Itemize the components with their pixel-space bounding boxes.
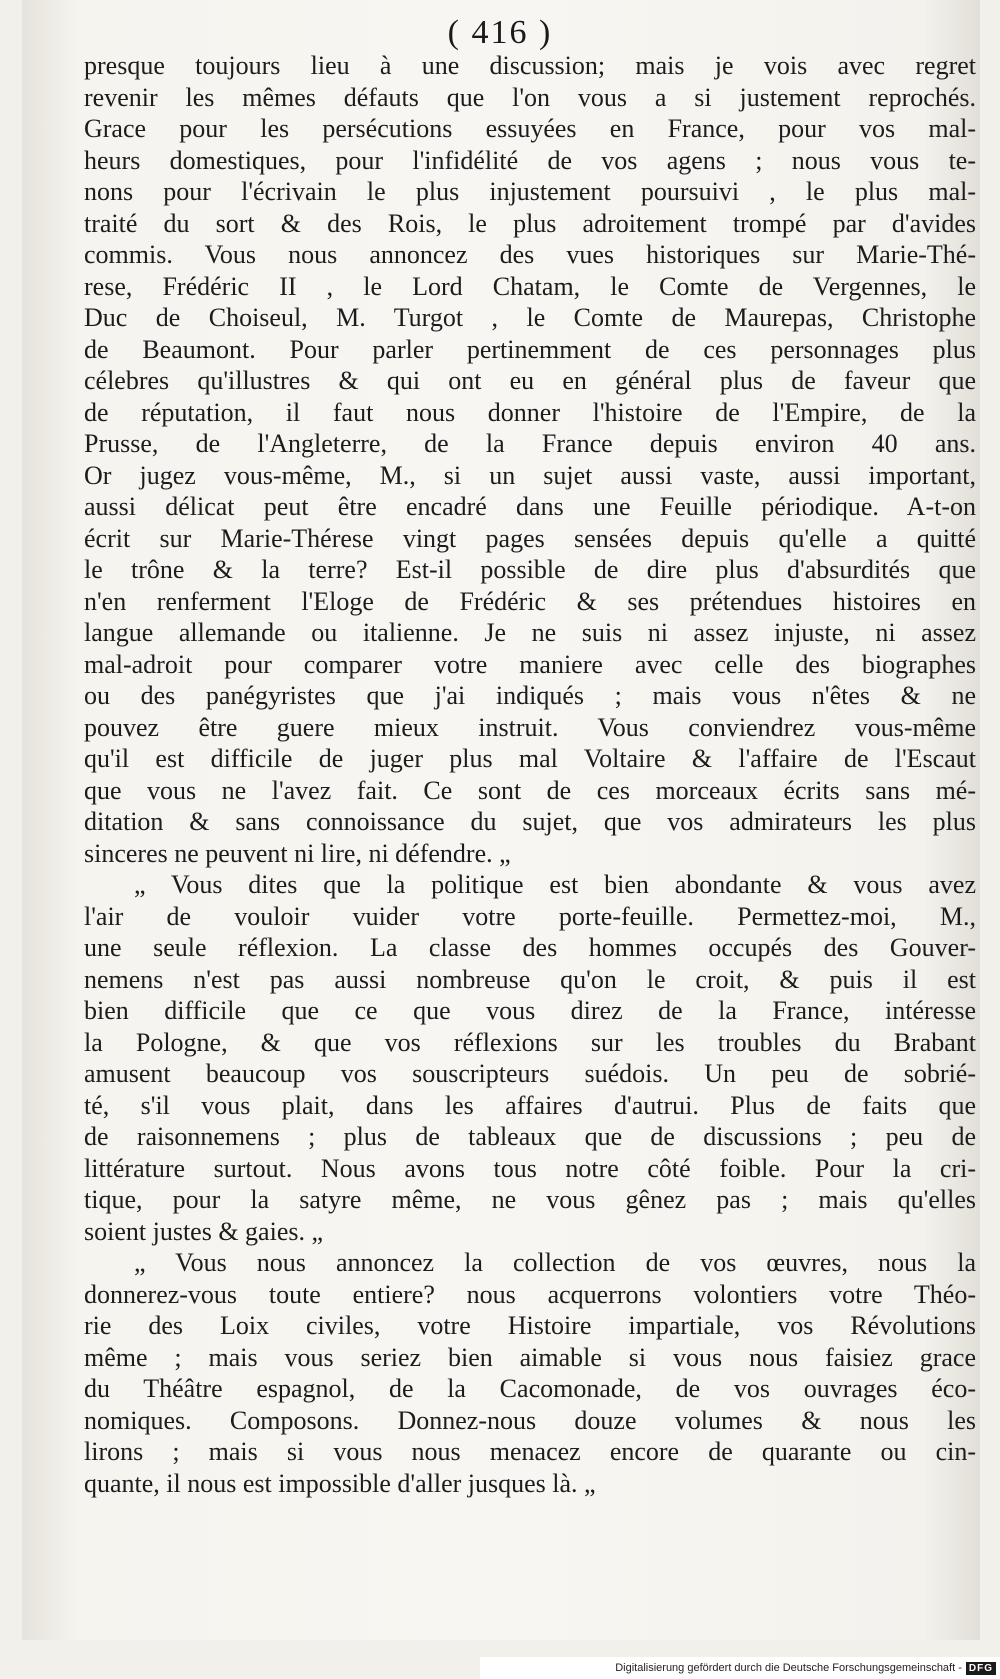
text-line: té, s'il vous plait, dans les affaires d'autrui. Plus de faits que xyxy=(84,1090,976,1120)
text-line: Grace pour les persécutions essuyées en France, pour vos mal- xyxy=(84,114,976,143)
text-line: littérature surtout. Nous avons tous notre côté foible. Pour la cri- xyxy=(84,1153,976,1183)
digitization-credit xyxy=(480,1657,1000,1679)
text-line: la Pologne, & que vos réflexions sur les troubles du Brabant xyxy=(84,1027,976,1057)
text-line: langue allemande ou italienne. Je ne suis ni assez injuste, ni assez xyxy=(84,618,976,647)
credit-text: Digitalisierung gefördert durch die Deutsche Forschungsgemeinschaft - xyxy=(615,1662,962,1674)
paragraph-end-line: quante, il nous est impossible d'aller jusques là. „ xyxy=(84,1468,596,1498)
text-line: pouvez être guere mieux instruit. Vous conviendrez vous-même xyxy=(84,712,976,742)
page-number: ( 416 ) xyxy=(447,14,553,51)
text-line: traité du sort & des Rois, le plus adroitement trompé par d'avides xyxy=(84,208,976,238)
text-line: bien difficile que ce que vous direz de la France, intéresse xyxy=(84,996,976,1025)
text-line: ou des panégyristes que j'ai indiqués ; mais vous n'êtes & ne xyxy=(84,681,976,710)
text-line: rie des Loix civiles, votre Histoire impartiale, vos Révolutions xyxy=(84,1311,976,1340)
body-text xyxy=(84,50,976,1499)
text-line: que vous ne l'avez fait. Ce sont de ces morceaux écrits sans mé- xyxy=(84,775,976,805)
text-line: presque toujours lieu à une discussion; mais je vois avec regret xyxy=(84,51,976,80)
text-line: nomiques. Composons. Donnez-nous douze volumes & nous les xyxy=(84,1405,976,1435)
text-line: célebres qu'illustres & qui ont eu en général plus de faveur que xyxy=(84,366,976,395)
text-line: de raisonnemens ; plus de tableaux que de discussions ; peu de xyxy=(84,1122,976,1151)
text-line: heurs domestiques, pour l'infidélité de vos agens ; nous vous te- xyxy=(84,145,976,175)
text-line: n'en renferment l'Eloge de Frédéric & ses prétendues histoires en xyxy=(84,586,976,616)
paragraph-end-line: sinceres ne peuvent ni lire, ni défendre. „ xyxy=(84,838,511,868)
paragraph-start-line: „ Vous dites que la politique est bien abondante & vous avez xyxy=(134,870,976,899)
text-line: revenir les mêmes défauts que l'on vous a si justement reprochés. xyxy=(84,82,976,112)
text-line: l'air de vouloir vuider votre porte-feuille. Permettez-moi, M., xyxy=(84,901,976,931)
text-line: écrit sur Marie-Thérese vingt pages sensées depuis qu'elle a quitté xyxy=(84,523,976,553)
text-line: mal-adroit pour comparer votre maniere avec celle des biographes xyxy=(84,649,976,679)
text-line: aussi délicat peut être encadré dans une Feuille périodique. A-t-on xyxy=(84,492,976,521)
text-line: ditation & sans connoissance du sujet, que vos admirateurs les plus xyxy=(84,807,976,836)
text-line: nemens n'est pas aussi nombreuse qu'on le croit, & puis il est xyxy=(84,964,976,994)
text-line: Or jugez vous-même, M., si un sujet aussi vaste, aussi important, xyxy=(84,460,976,490)
text-line: de réputation, il faut nous donner l'histoire de l'Empire, de la xyxy=(84,397,976,427)
text-line: Prusse, de l'Angleterre, de la France depuis environ 40 ans. xyxy=(84,429,976,458)
text-line: du Théâtre espagnol, de la Cacomonade, de vos ouvrages éco- xyxy=(84,1374,976,1403)
text-line: amusent beaucoup vos souscripteurs suédois. Un peu de sobrié- xyxy=(84,1059,976,1088)
text-line: qu'il est difficile de juger plus mal Voltaire & l'affaire de l'Escaut xyxy=(84,744,976,773)
text-line: une seule réflexion. La classe des hommes occupés des Gouver- xyxy=(84,933,976,962)
dfg-logo: DFG xyxy=(966,1662,996,1675)
text-line: lirons ; mais si vous nous menacez encore de quarante ou cin- xyxy=(84,1437,976,1466)
text-line: Duc de Choiseul, M. Turgot , le Comte de Maurepas, Christophe xyxy=(84,303,976,332)
paragraph-end-line: soient justes & gaies. „ xyxy=(84,1216,324,1246)
text-line: rese, Frédéric II , le Lord Chatam, le Comte de Vergennes, le xyxy=(84,271,976,301)
text-line: nons pour l'écrivain le plus injustement poursuivi , le plus mal- xyxy=(84,177,976,206)
text-line: le trône & la terre? Est-il possible de dire plus d'absurdités que xyxy=(84,555,976,584)
text-line: tique, pour la satyre même, ne vous gênez pas ; mais qu'elles xyxy=(84,1185,976,1214)
text-line: commis. Vous nous annoncez des vues historiques sur Marie-Thé- xyxy=(84,240,976,269)
text-line: donnerez-vous toute entiere? nous acquerrons volontiers votre Théo- xyxy=(84,1279,976,1309)
text-line: même ; mais vous seriez bien aimable si vous nous faisiez grace xyxy=(84,1342,976,1372)
paragraph-start-line: „ Vous nous annoncez la collection de vos œuvres, nous la xyxy=(134,1248,976,1277)
text-line: de Beaumont. Pour parler pertinemment de ces personnages plus xyxy=(84,334,976,364)
